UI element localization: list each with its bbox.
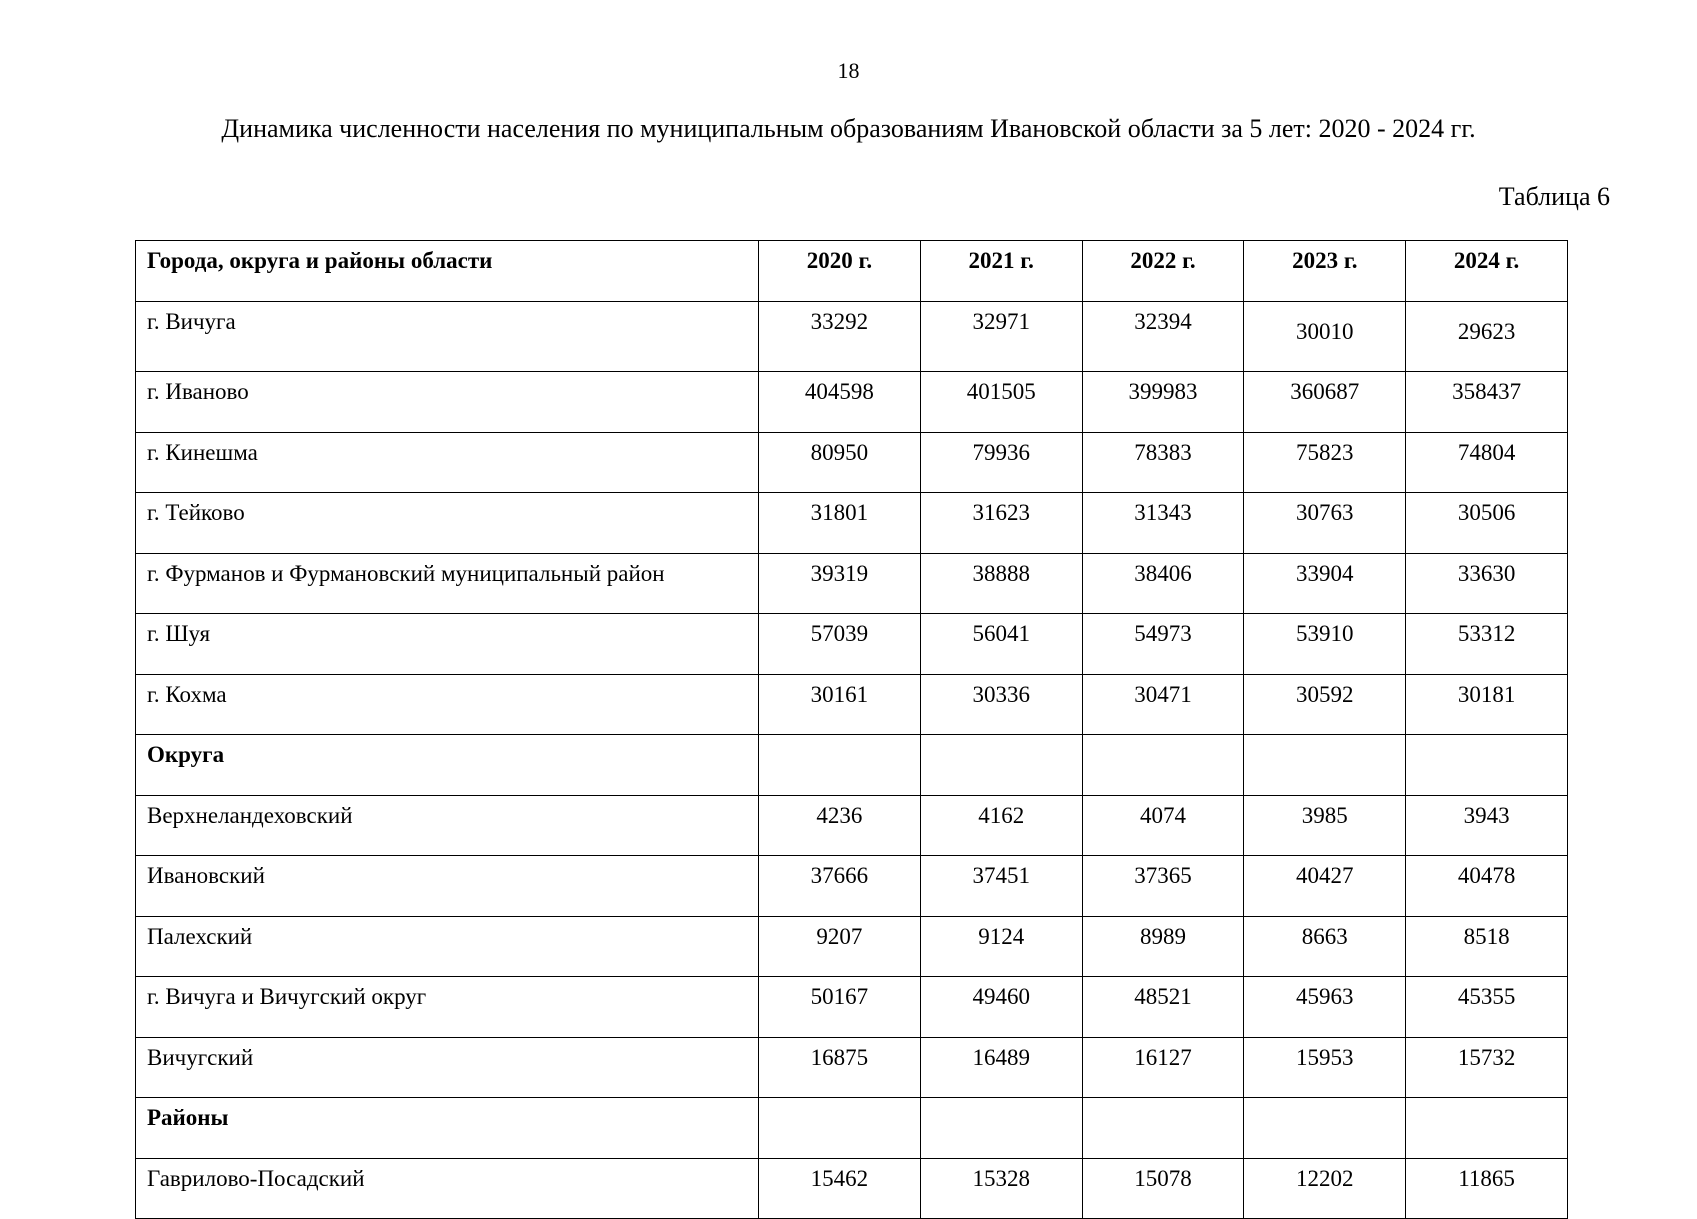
population-value-cell: 9207 [759, 916, 921, 977]
section-heading: Районы [136, 1098, 759, 1159]
table-section-row [136, 1098, 1568, 1159]
population-value-cell: 45355 [1406, 977, 1568, 1038]
population-value-cell: 32971 [920, 301, 1082, 372]
population-value-cell: 30181 [1406, 674, 1568, 735]
population-value-cell: 30336 [920, 674, 1082, 735]
population-value-cell: 53312 [1406, 614, 1568, 675]
population-value-cell: 30763 [1244, 493, 1406, 554]
population-value-cell: 31801 [759, 493, 921, 554]
table-row [136, 372, 1568, 433]
municipality-name-cell: г. Вичуга [136, 301, 759, 372]
municipality-name-cell: г. Фурманов и Фурмановский муниципальный район [136, 553, 759, 614]
population-value-cell [920, 1098, 1082, 1159]
population-value-cell [1244, 1098, 1406, 1159]
table-row [136, 432, 1568, 493]
population-value-cell: 30010 [1244, 301, 1406, 372]
population-value-cell: 404598 [759, 372, 921, 433]
population-value-cell: 30506 [1406, 493, 1568, 554]
population-value-cell: 15732 [1406, 1037, 1568, 1098]
population-value-cell: 31623 [920, 493, 1082, 554]
municipality-name-cell: Ивановский [136, 856, 759, 917]
table-row [136, 795, 1568, 856]
table-row [136, 977, 1568, 1038]
municipality-name-cell: г. Шуя [136, 614, 759, 675]
table-row [136, 674, 1568, 735]
municipality-name-cell: г. Иваново [136, 372, 759, 433]
population-value-cell: 8989 [1082, 916, 1244, 977]
population-value-cell: 40427 [1244, 856, 1406, 917]
population-value-cell: 49460 [920, 977, 1082, 1038]
population-value-cell: 360687 [1244, 372, 1406, 433]
table-row [136, 856, 1568, 917]
municipality-name-cell: г. Тейково [136, 493, 759, 554]
population-value-cell [1406, 1098, 1568, 1159]
population-table [135, 240, 1568, 1219]
population-value-cell: 54973 [1082, 614, 1244, 675]
population-value-cell: 12202 [1244, 1158, 1406, 1219]
population-value-cell: 32394 [1082, 301, 1244, 372]
population-value-cell: 9124 [920, 916, 1082, 977]
population-value-cell: 30471 [1082, 674, 1244, 735]
table-row [136, 1158, 1568, 1219]
table-row [136, 916, 1568, 977]
population-value-cell: 45963 [1244, 977, 1406, 1038]
page-number: 18 [837, 58, 860, 83]
population-value-cell [1082, 1098, 1244, 1159]
population-value-cell: 15328 [920, 1158, 1082, 1219]
header-cell-name: Города, округа и районы области [136, 241, 759, 302]
table-row [136, 493, 1568, 554]
section-heading: Округа [136, 735, 759, 796]
document-title: Динамика численности населения по муниципальным образованиям Ивановской области за 5 лет: 2020 - 2024 гг. [221, 114, 1476, 143]
municipality-name-cell: г. Вичуга и Вичугский округ [136, 977, 759, 1038]
population-value-cell: 4236 [759, 795, 921, 856]
population-value-cell: 79936 [920, 432, 1082, 493]
header-cell-2020: 2020 г. [759, 241, 921, 302]
municipality-name-cell: Палехский [136, 916, 759, 977]
population-value-cell: 37666 [759, 856, 921, 917]
population-value-cell: 30592 [1244, 674, 1406, 735]
population-value-cell: 29623 [1406, 301, 1568, 372]
population-value-cell: 16489 [920, 1037, 1082, 1098]
population-value-cell: 15462 [759, 1158, 921, 1219]
population-value-cell: 38888 [920, 553, 1082, 614]
population-value-cell: 8663 [1244, 916, 1406, 977]
table-body [136, 301, 1568, 1219]
population-value-cell: 37451 [920, 856, 1082, 917]
population-value-cell: 358437 [1406, 372, 1568, 433]
population-value-cell: 74804 [1406, 432, 1568, 493]
population-value-cell: 15078 [1082, 1158, 1244, 1219]
population-value-cell: 78383 [1082, 432, 1244, 493]
population-value-cell: 39319 [759, 553, 921, 614]
population-value-cell: 38406 [1082, 553, 1244, 614]
population-value-cell [920, 735, 1082, 796]
population-value-cell: 48521 [1082, 977, 1244, 1038]
population-value-cell: 30161 [759, 674, 921, 735]
population-value-cell [759, 1098, 921, 1159]
municipality-name-cell: Вичугский [136, 1037, 759, 1098]
municipality-name-cell: г. Кинешма [136, 432, 759, 493]
table-row [136, 553, 1568, 614]
population-value-cell: 33292 [759, 301, 921, 372]
population-value-cell: 31343 [1082, 493, 1244, 554]
table-row [136, 614, 1568, 675]
table-label: Таблица 6 [1498, 182, 1610, 211]
population-value-cell: 4162 [920, 795, 1082, 856]
population-value-cell: 11865 [1406, 1158, 1568, 1219]
population-value-cell: 57039 [759, 614, 921, 675]
population-value-cell: 16127 [1082, 1037, 1244, 1098]
table-row [136, 1037, 1568, 1098]
population-value-cell: 50167 [759, 977, 921, 1038]
municipality-name-cell: Верхнеландеховский [136, 795, 759, 856]
table-header-row [136, 241, 1568, 302]
population-value-cell: 399983 [1082, 372, 1244, 433]
population-value-cell [759, 735, 921, 796]
header-cell-2022: 2022 г. [1082, 241, 1244, 302]
municipality-name-cell: Гаврилово-Посадский [136, 1158, 759, 1219]
population-value-cell: 401505 [920, 372, 1082, 433]
population-value-cell [1244, 735, 1406, 796]
population-value-cell: 16875 [759, 1037, 921, 1098]
population-value-cell: 3943 [1406, 795, 1568, 856]
table-section-row [136, 735, 1568, 796]
population-value-cell: 8518 [1406, 916, 1568, 977]
population-value-cell: 37365 [1082, 856, 1244, 917]
population-value-cell: 15953 [1244, 1037, 1406, 1098]
header-cell-2024: 2024 г. [1406, 241, 1568, 302]
population-value-cell: 56041 [920, 614, 1082, 675]
population-value-cell: 4074 [1082, 795, 1244, 856]
population-value-cell: 75823 [1244, 432, 1406, 493]
population-value-cell: 33904 [1244, 553, 1406, 614]
population-value-cell [1082, 735, 1244, 796]
population-value-cell: 3985 [1244, 795, 1406, 856]
municipality-name-cell: г. Кохма [136, 674, 759, 735]
table-row [136, 301, 1568, 372]
population-value-cell: 33630 [1406, 553, 1568, 614]
header-cell-2021: 2021 г. [920, 241, 1082, 302]
population-value-cell [1406, 735, 1568, 796]
population-value-cell: 80950 [759, 432, 921, 493]
header-cell-2023: 2023 г. [1244, 241, 1406, 302]
population-value-cell: 53910 [1244, 614, 1406, 675]
population-value-cell: 40478 [1406, 856, 1568, 917]
